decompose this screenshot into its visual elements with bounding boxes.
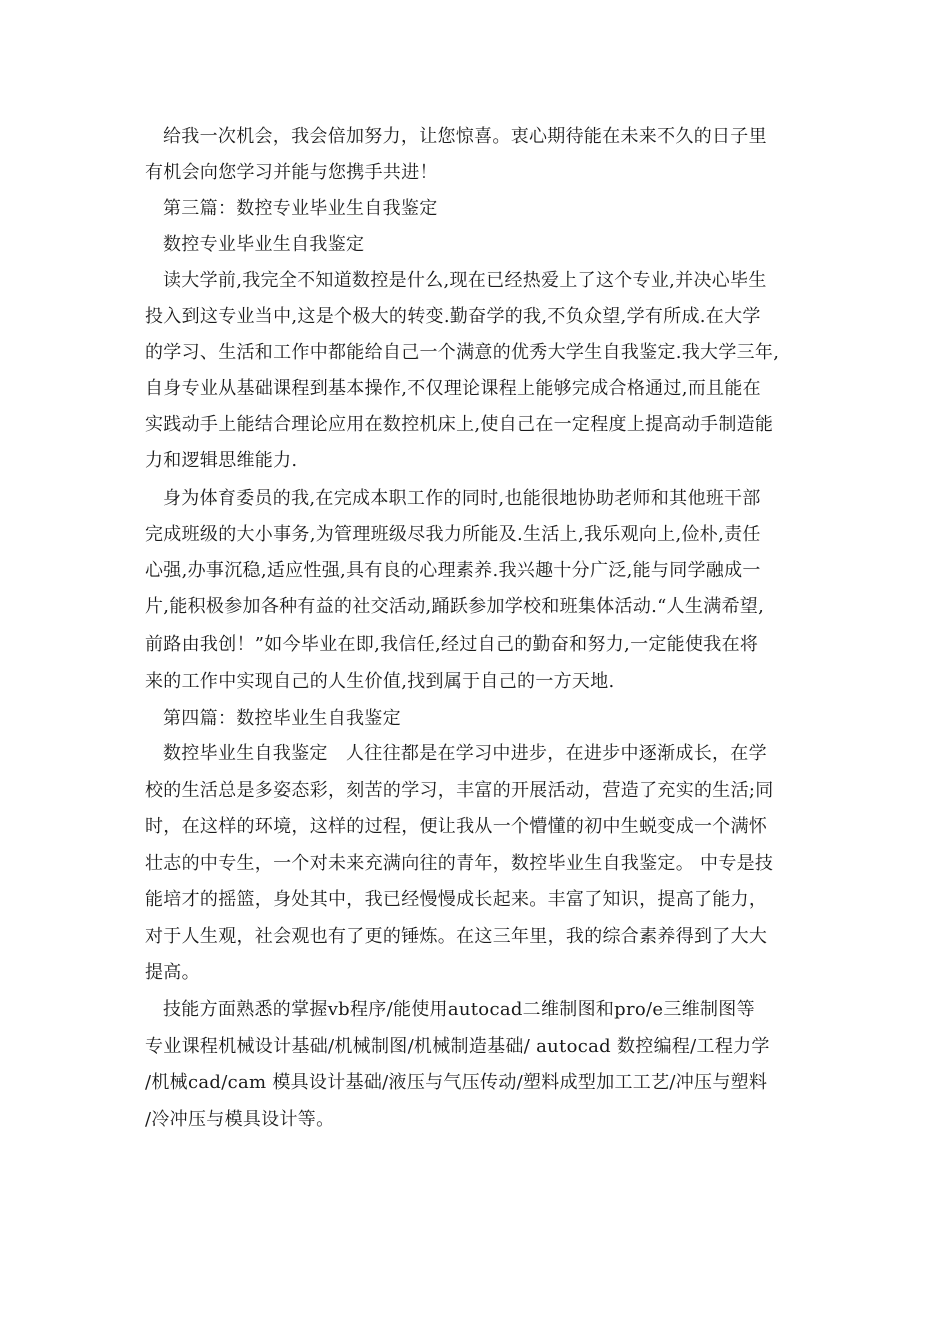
text-line: 来的工作中实现自己的人生价值,找到属于自己的一方天地. — [145, 671, 615, 692]
text-line: 能培才的摇篮，身处其中，我已经慢慢成长起来。丰富了知识，提高了能力， — [145, 889, 768, 910]
text-line: 校的生活总是多姿态彩，刻苦的学习，丰富的开展活动，营造了充实的生活;同 — [145, 780, 774, 801]
text-line: 投入到这专业当中,这是个极大的转变.勤奋学的我,不负众望,学有所成.在大学 — [145, 306, 761, 327]
text-line: 数控毕业生自我鉴定 人往往都是在学习中进步，在进步中逐渐成长，在学 — [163, 743, 767, 764]
text-line: 自身专业从基础课程到基本操作,不仅理论课程上能够完成合格通过,而且能在 — [145, 378, 761, 399]
text-line: 前路由我创！”如今毕业在即,我信任,经过自己的勤奋和努力,一定能使我在将 — [145, 634, 759, 655]
text-line: 心强,办事沉稳,适应性强,具有良的心理素养.我兴趣十分广泛,能与同学融成一 — [145, 560, 761, 581]
text-line: 技能方面熟悉的掌握vb程序/能使用autocad二维制图和pro/e三维制图等 — [163, 999, 755, 1020]
text-line: 给我一次机会，我会倍加努力，让您惊喜。衷心期待能在未来不久的日子里 — [163, 126, 767, 147]
text-line: 完成班级的大小事务,为管理班级尽我力所能及.生活上,我乐观向上,俭朴,责任 — [145, 524, 761, 545]
text-line: 实践动手上能结合理论应用在数控机床上,使自己在一定程度上提高动手制造能 — [145, 414, 774, 435]
text-line: 力和逻辑思维能力. — [145, 450, 298, 471]
text-line: 时，在这样的环境，这样的过程，便让我从一个懵懂的初中生蜕变成一个满怀 — [145, 816, 768, 837]
text-line: 有机会向您学习并能与您携手共进！ — [145, 162, 438, 183]
text-line: 提高。 — [145, 962, 200, 983]
section-heading: 第四篇：数控毕业生自我鉴定 — [163, 708, 401, 729]
text-line: 身为体育委员的我,在完成本职工作的同时,也能很地协助老师和其他班干部 — [163, 488, 761, 509]
text-line: /机械cad/cam 模具设计基础/液压与气压传动/塑料成型加工工艺/冲压与塑料 — [145, 1072, 768, 1093]
section-heading: 第三篇：数控专业毕业生自我鉴定 — [163, 198, 438, 219]
text-line: 片,能积极参加各种有益的社交活动,踊跃参加学校和班集体活动.“人生满希望, — [145, 596, 765, 617]
text-line: 对于人生观，社会观也有了更的锤炼。在这三年里，我的综合素养得到了大大 — [145, 926, 768, 947]
section-title: 数控专业毕业生自我鉴定 — [163, 234, 365, 255]
text-line: 壮志的中专生，一个对未来充满向往的青年，数控毕业生自我鉴定。 中专是技 — [145, 853, 774, 874]
text-line: 读大学前,我完全不知道数控是什么,现在已经热爱上了这个专业,并决心毕生 — [163, 270, 767, 291]
text-line: /冷冲压与模具设计等。 — [145, 1109, 335, 1130]
text-line: 的学习、生活和工作中都能给自己一个满意的优秀大学生自我鉴定.我大学三年, — [145, 342, 780, 363]
text-line: 专业课程机械设计基础/机械制图/机械制造基础/ autocad 数控编程/工程力学 — [145, 1036, 770, 1057]
